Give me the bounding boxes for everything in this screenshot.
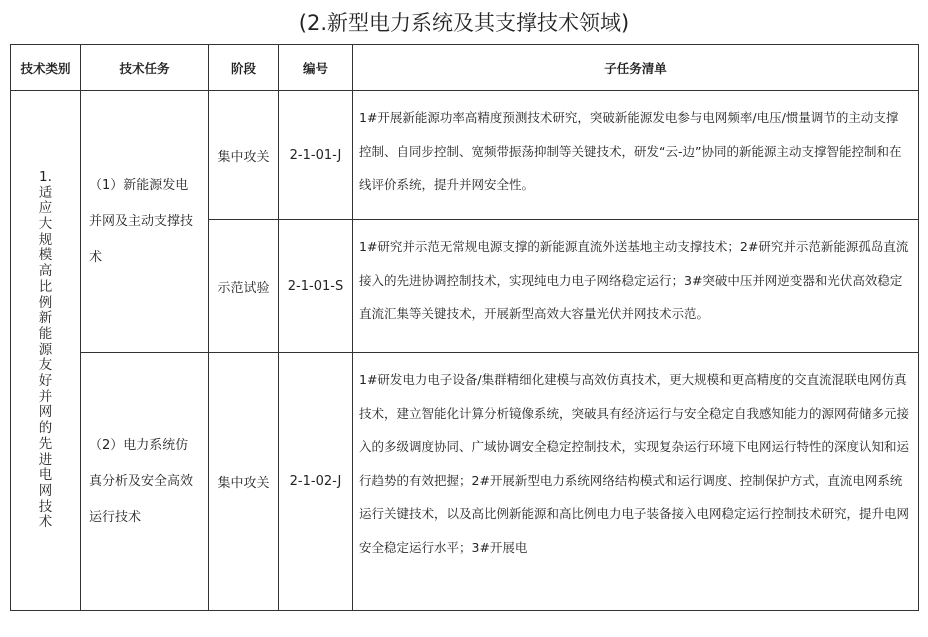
header-code: 编号 — [279, 45, 353, 91]
table-header-row — [11, 45, 919, 91]
subtask-text: 1#开展新能源功率高精度预测技术研究，突破新能源发电参与电网频率/电压/惯量调节的主动支撑控制、自同步控制、宽频带振荡抑制等关键技术，研发“云-边”协同的新能源主动支撑智能控制和在线评价系统，提升并网安全性。 — [359, 110, 902, 192]
task-cell: （1）新能源发电并网及主动支撑技术 — [81, 91, 209, 353]
category-cell — [11, 91, 81, 611]
header-task: 技术任务 — [81, 45, 209, 91]
stage-cell: 集中攻关 — [209, 91, 279, 220]
subtask-text: 1#研发电力电子设备/集群精细化建模与高效仿真技术，更大规模和更高精度的交直流混联电网仿真技术，建立智能化计算分析镜像系统，突破具有经济运行与安全稳定自我感知能力的源网荷储多元接入的多级调度协同、广域协调安全稳定控制技术，实现复杂运行环境下电网运行特性的深度认知和运行趋势的有效把握；2#开展新型电力系统网络结构模式和运行调度、控制保护方式，直流电网系统运行关键技术，以及高比例新能源和高比例电力电子装备接入电网稳定运行控制技术研究，提升电网安全稳定运行水平；3#开展电 — [359, 372, 910, 555]
subtask-text: 1#研究并示范无常规电源支撑的新能源直流外送基地主动支撑技术；2#研究并示范新能源孤岛直流接入的先进协调控制技术，实现纯电力电子网络稳定运行；3#突破中压并网逆变器和光伏高效稳定直流汇集等关键技术，开展新型高效大容量光伏并网技术示范。 — [359, 239, 909, 321]
header-stage: 阶段 — [209, 45, 279, 91]
code-cell: 2-1-02-J — [279, 353, 353, 611]
subtask-list-cell — [353, 353, 919, 611]
code-cell: 2-1-01-S — [279, 220, 353, 353]
code-cell: 2-1-01-J — [279, 91, 353, 220]
header-category: 技术类别 — [11, 45, 81, 91]
stage-cell: 示范试验 — [209, 220, 279, 353]
category-label: 1.适应大规模高比例新能源友好并网的先进电网技术 — [38, 168, 53, 531]
subtask-list-cell — [353, 220, 919, 353]
stage-cell: 集中攻关 — [209, 353, 279, 611]
task-cell: （2）电力系统仿真分析及安全高效运行技术 — [81, 353, 209, 611]
subtask-list-cell — [353, 91, 919, 220]
subtask-table — [10, 44, 919, 611]
table-row — [11, 353, 919, 611]
table-row — [11, 91, 919, 220]
header-subtasks: 子任务清单 — [353, 45, 919, 91]
document-title: (2.新型电力系统及其支撑技术领域) — [298, 11, 630, 35]
